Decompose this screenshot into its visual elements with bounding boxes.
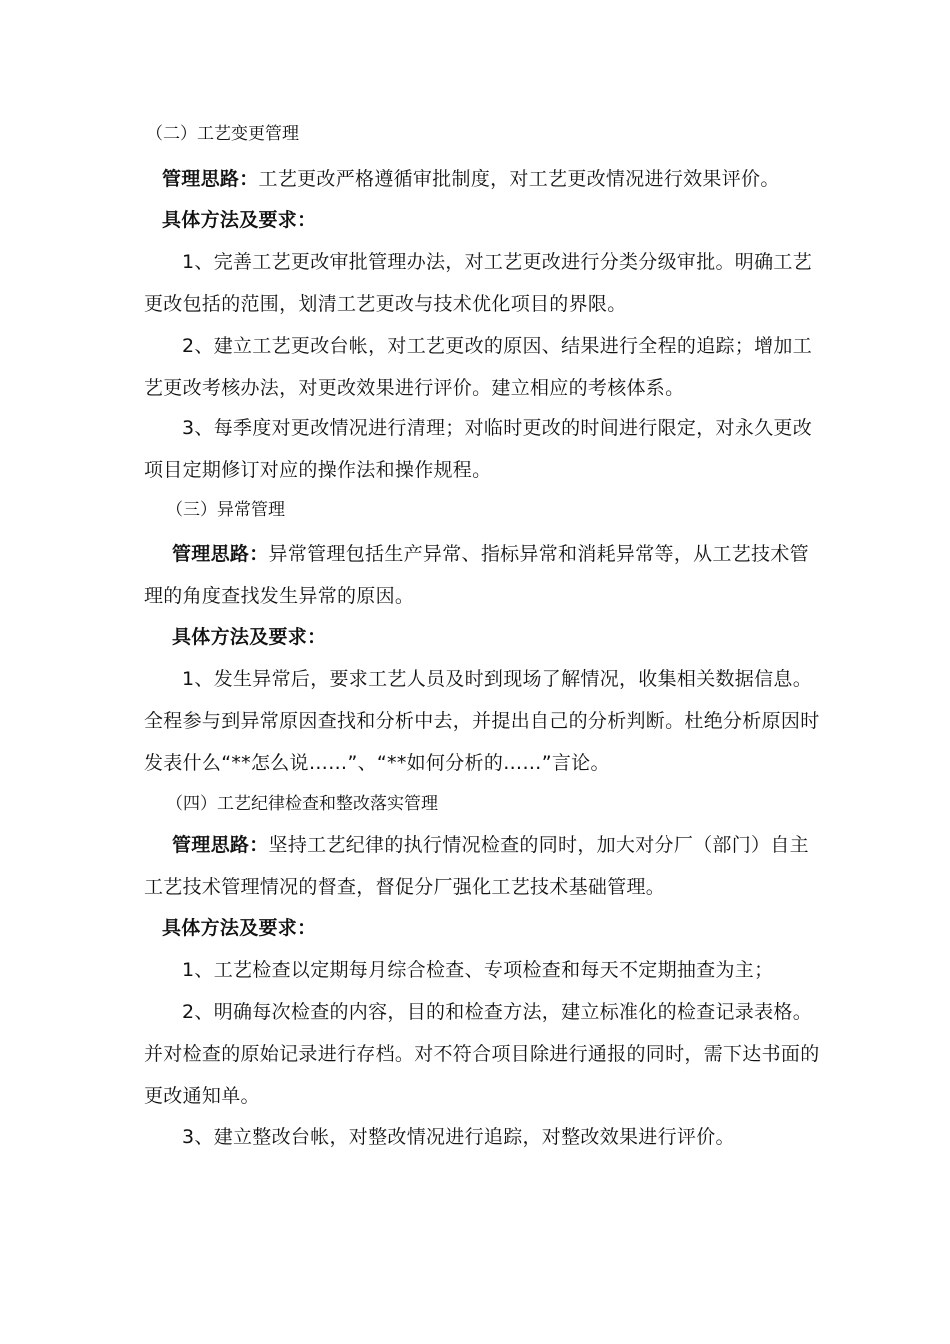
methods-label-3: 具体方法及要求：: [172, 626, 327, 648]
list-item-4-1: 1、工艺检查以定期每月综合检查、专项检查和每天不定期抽查为主；: [182, 959, 774, 981]
section-heading-3: （三）异常管理: [166, 500, 285, 520]
approach-paragraph-3: 管理思路：异常管理包括生产异常、指标异常和消耗异常等，从工艺技术管 理的角度查找发生异常的原因。: [144, 543, 809, 607]
list-item-2-3: 3、每季度对更改情况进行清理；对临时更改的时间进行限定，对永久更改 项目定期修订对应的操作法和操作规程。: [144, 417, 812, 481]
list-item-2-1: 1、完善工艺更改审批管理办法，对工艺更改进行分类分级审批。明确工艺 更改包括的范围，划清工艺更改与技术优化项目的界限。: [144, 251, 812, 315]
list-item-2-2: 2、建立工艺更改台帐，对工艺更改的原因、结果进行全程的追踪；增加工 艺更改考核办法，对更改效果进行评价。建立相应的考核体系。: [144, 335, 812, 399]
section-heading-2: （二）工艺变更管理: [146, 124, 299, 144]
methods-label-4: 具体方法及要求：: [162, 917, 317, 939]
list-item-4-2: 2、明确每次检查的内容，目的和检查方法，建立标准化的检查记录表格。 并对检查的原始记录进行存档。对不符合项目除进行通报的同时，需下达书面的 更改通知单。: [144, 1001, 820, 1107]
list-item-4-3: 3、建立整改台帐，对整改情况进行追踪，对整改效果进行评价。: [182, 1126, 735, 1148]
approach-paragraph-4: 管理思路：坚持工艺纪律的执行情况检查的同时，加大对分厂（部门）自主 工艺技术管理情况的督查，督促分厂强化工艺技术基础管理。: [144, 834, 809, 898]
section-heading-4: （四）工艺纪律检查和整改落实管理: [166, 794, 438, 814]
approach-text: 异常管理包括生产异常、指标异常和消耗异常等，从工艺技术管: [268, 543, 809, 565]
approach-label: 管理思路：: [172, 543, 269, 565]
approach-label: 管理思路：: [162, 168, 259, 190]
approach-paragraph-2: [162, 158, 780, 200]
approach-label: 管理思路：: [172, 834, 269, 856]
approach-text: 工艺更改严格遵循审批制度，对工艺更改情况进行效果评价。: [258, 168, 780, 190]
methods-label-2: 具体方法及要求：: [162, 209, 317, 231]
approach-text: 坚持工艺纪律的执行情况检查的同时，加大对分厂（部门）自主: [268, 834, 809, 856]
list-item-3-1: 1、发生异常后，要求工艺人员及时到现场了解情况，收集相关数据信息。 全程参与到异常原因查找和分析中去，并提出自己的分析判断。杜绝分析原因时 发表什么“**怎么说……”、“**如何分析的……”言论。: [144, 668, 820, 774]
